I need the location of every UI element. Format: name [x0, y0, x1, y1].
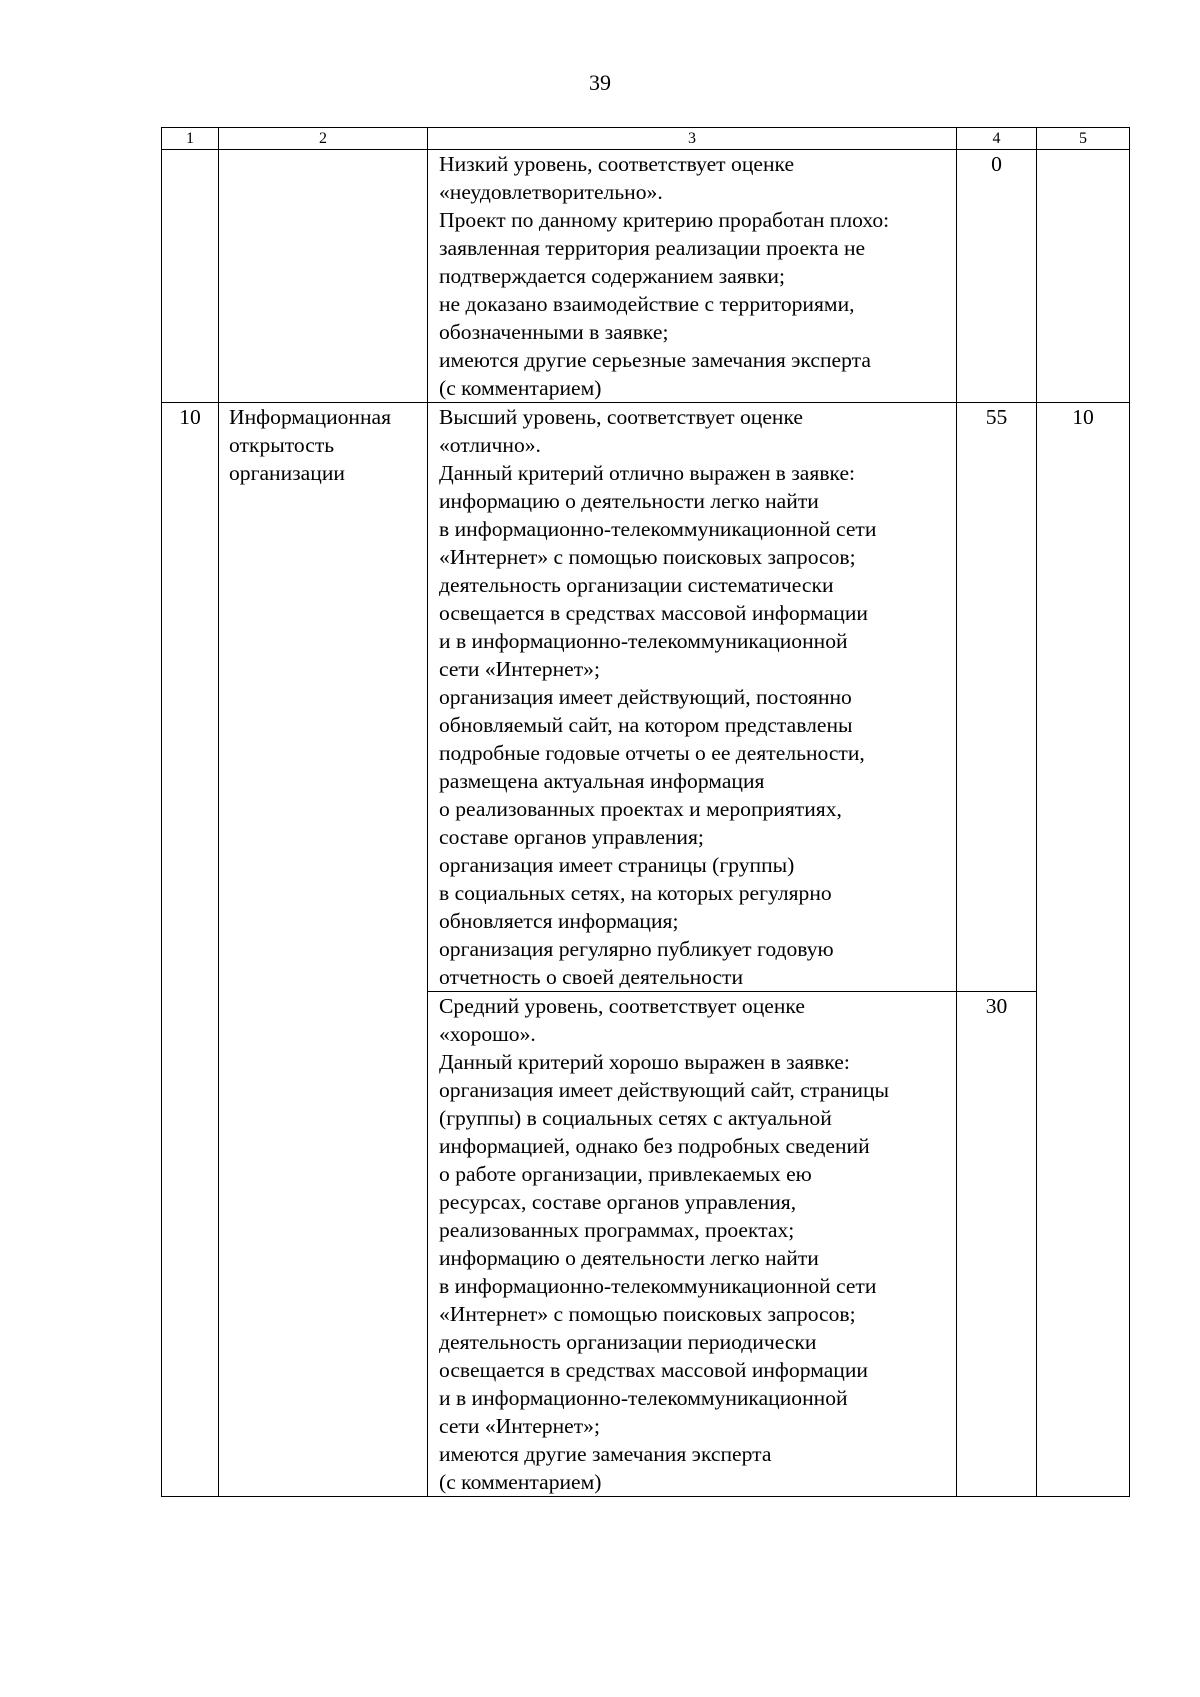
criterion-name-cell: [219, 150, 428, 403]
criterion-name-line: Информационная: [229, 405, 392, 429]
description-line: освещается в средствах массовой информации: [439, 1358, 868, 1382]
criterion-name-line: открытость: [229, 433, 335, 457]
description-line: обозначенными в заявке;: [439, 320, 669, 344]
description-line: и в информационно-телекоммуникационной: [439, 1386, 848, 1410]
description-line: обновляется информация;: [439, 909, 679, 933]
table-header-row: [162, 128, 1130, 150]
level-description-cell: [428, 403, 957, 992]
header-cell: 2: [219, 128, 428, 150]
description-line: Высший уровень, соответствует оценке: [439, 405, 804, 429]
description-line: отчетность о своей деятельности: [439, 965, 744, 989]
description-line: в информационно-телекоммуникационной сети: [439, 517, 877, 541]
description-line: размещена актуальная информация: [439, 769, 765, 793]
description-line: не доказано взаимодействие с территориями,: [439, 292, 855, 316]
criterion-name-line: организации: [229, 461, 345, 485]
criterion-number-cell: 10: [162, 403, 219, 1497]
description-line: обновляемый сайт, на котором представлены: [439, 713, 853, 737]
header-cell: 4: [957, 128, 1037, 150]
score-cell: 55: [957, 403, 1037, 992]
description-line: заявленная территория реализации проекта не: [439, 236, 866, 260]
description-line: (с комментарием): [439, 1470, 602, 1494]
description-line: информацию о деятельности легко найти: [439, 489, 819, 513]
description-line: (группы) в социальных сетях с актуальной: [439, 1106, 832, 1130]
description-line: организация имеет действующий сайт, страницы: [439, 1078, 890, 1102]
criterion-name-cell: [219, 403, 428, 1497]
description-line: реализованных программах, проектах;: [439, 1218, 795, 1242]
description-line: «хорошо».: [439, 1022, 536, 1046]
description-line: «неудовлетворительно».: [439, 180, 663, 204]
criterion-number-cell: [162, 150, 219, 403]
description-line: и в информационно-телекоммуникационной: [439, 629, 848, 653]
level-description-cell: [428, 992, 957, 1497]
level-description-cell: [428, 150, 957, 403]
description-line: сети «Интернет»;: [439, 657, 600, 681]
description-line: (с комментарием): [439, 376, 602, 400]
description-line: Данный критерий отлично выражен в заявке:: [439, 461, 856, 485]
description-line: «Интернет» с помощью поисковых запросов;: [439, 1302, 856, 1326]
description-line: составе органов управления;: [439, 825, 704, 849]
table-row: [162, 403, 1130, 992]
score-cell: 30: [957, 992, 1037, 1497]
description-line: деятельность организации периодически: [439, 1330, 817, 1354]
description-line: в информационно-телекоммуникационной сети: [439, 1274, 877, 1298]
description-line: подробные годовые отчеты о ее деятельности,: [439, 741, 865, 765]
description-line: сети «Интернет»;: [439, 1414, 600, 1438]
description-line: информацией, однако без подробных сведений: [439, 1134, 870, 1158]
description-line: имеются другие серьезные замечания эксперта: [439, 348, 871, 372]
weight-cell: 10: [1037, 403, 1130, 1497]
header-cell: 5: [1037, 128, 1130, 150]
header-cell: 1: [162, 128, 219, 150]
description-line: «Интернет» с помощью поисковых запросов;: [439, 545, 856, 569]
description-line: информацию о деятельности легко найти: [439, 1246, 819, 1270]
weight-cell: [1037, 150, 1130, 403]
page-number: 39: [589, 70, 611, 95]
description-line: организация регулярно публикует годовую: [439, 937, 834, 961]
description-line: ресурсах, составе органов управления,: [439, 1190, 797, 1214]
description-line: подтверждается содержанием заявки;: [439, 264, 785, 288]
score-cell: 0: [957, 150, 1037, 403]
description-line: организация имеет страницы (группы): [439, 853, 795, 877]
description-line: Данный критерий хорошо выражен в заявке:: [439, 1050, 850, 1074]
description-line: организация имеет действующий, постоянно: [439, 685, 852, 709]
description-line: «отлично».: [439, 433, 541, 457]
header-cell: 3: [428, 128, 957, 150]
description-line: о работе организации, привлекаемых ею: [439, 1162, 812, 1186]
table-row: [162, 150, 1130, 403]
description-line: Низкий уровень, соответствует оценке: [439, 152, 795, 176]
description-line: о реализованных проектах и мероприятиях,: [439, 797, 842, 821]
description-line: деятельность организации систематически: [439, 573, 834, 597]
description-line: имеются другие замечания эксперта: [439, 1442, 772, 1466]
description-line: Проект по данному критерию проработан плохо:: [439, 208, 890, 232]
description-line: Средний уровень, соответствует оценке: [439, 994, 805, 1018]
criteria-table: [161, 127, 1130, 1497]
description-line: освещается в средствах массовой информации: [439, 601, 868, 625]
description-line: в социальных сетях, на которых регулярно: [439, 881, 832, 905]
